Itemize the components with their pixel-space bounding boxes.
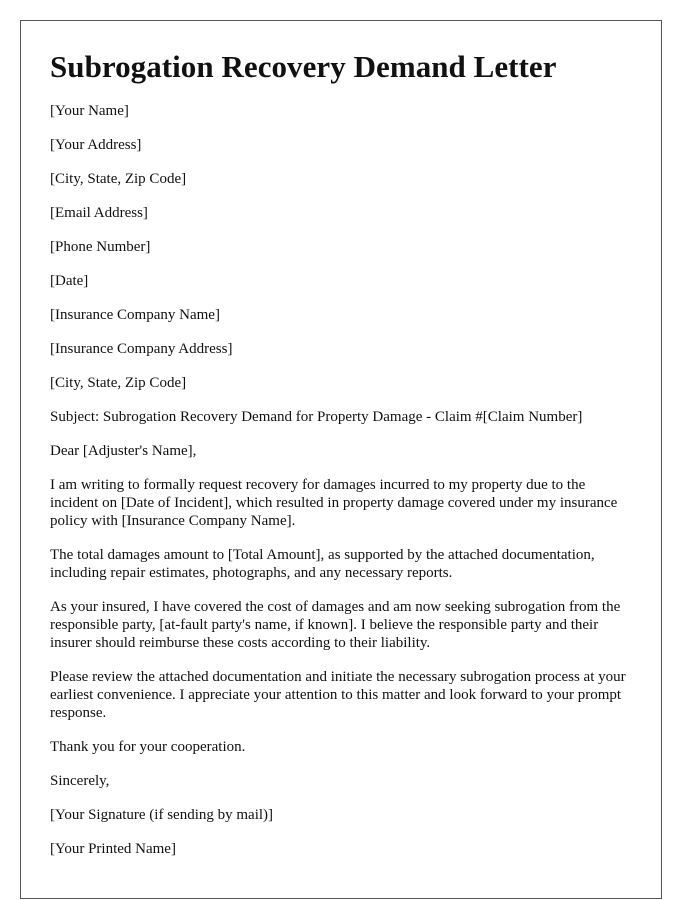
sender-email: [Email Address] [50,205,148,221]
recipient-company-name: [Insurance Company Name] [50,307,220,323]
body-paragraph-subrogation: As your insured, I have covered the cost of damages and am now seeking subrogation from the responsible party, [at-fault party's name, if known]. I believe the responsible party and their insurer should reimburse these costs according to their liability. [50,599,621,651]
signature-line: [Your Signature (if sending by mail)] [50,807,274,823]
thanks-line: Thank you for your cooperation. [50,739,246,755]
letter-title: Subrogation Recovery Demand Letter [50,49,557,84]
sender-phone: [Phone Number] [50,239,151,255]
body-paragraph-request: I am writing to formally request recovery for damages incurred to my property due to the incident on [Date of Incident], which resulted in property damage covered under my insurance policy with [Insurance Company Name]. [50,477,618,529]
letter-date: [Date] [50,273,89,289]
printed-name-line: [Your Printed Name] [50,841,176,857]
subject-line: Subject: Subrogation Recovery Demand for Property Damage - Claim #[Claim Number] [50,409,583,425]
sender-city-state-zip: [City, State, Zip Code] [50,171,187,187]
body-paragraph-damages: The total damages amount to [Total Amount], as supported by the attached documentation, including repair estimates, photographs, and any necessary reports. [50,547,595,581]
letter-page [20,20,662,899]
body-paragraph-review: Please review the attached documentation and initiate the necessary subrogation process at your earliest convenience. I appreciate your attention to this matter and look forward to your prompt response. [50,669,626,721]
closing-line: Sincerely, [50,773,110,789]
salutation: Dear [Adjuster's Name], [50,443,197,459]
recipient-company-address: [Insurance Company Address] [50,341,233,357]
recipient-city-state-zip: [City, State, Zip Code] [50,375,187,391]
sender-address: [Your Address] [50,137,142,153]
sender-name: [Your Name] [50,103,129,119]
